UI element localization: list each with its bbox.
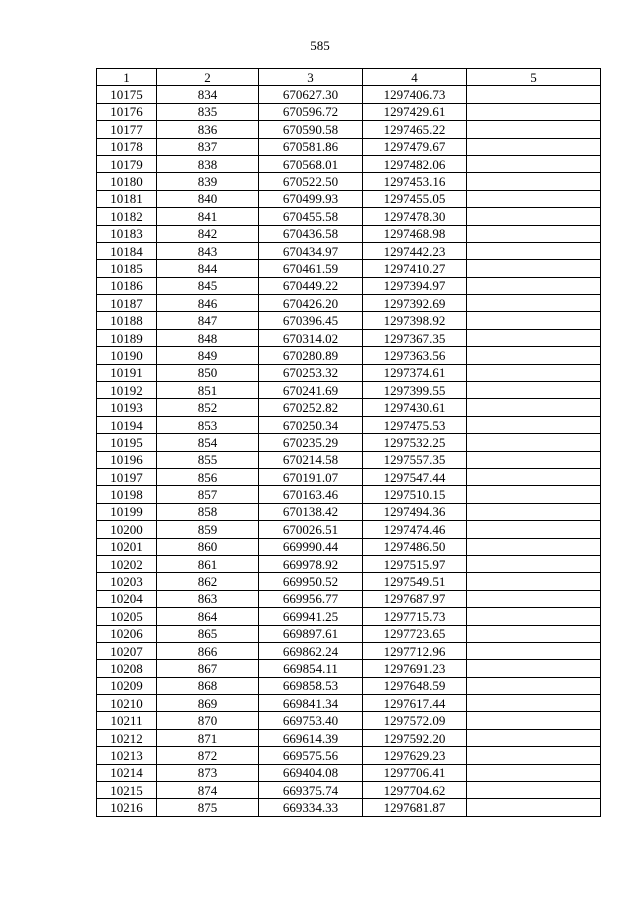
x-coordinate-cell: 670241.69 bbox=[259, 382, 363, 399]
point-number-cell: 870 bbox=[157, 712, 259, 729]
point-number-cell: 834 bbox=[157, 86, 259, 103]
y-coordinate-cell: 1297691.23 bbox=[363, 660, 467, 677]
y-coordinate-cell: 1297704.62 bbox=[363, 782, 467, 799]
table-row bbox=[97, 712, 601, 729]
row-number-cell: 10198 bbox=[97, 486, 157, 503]
note-cell bbox=[467, 764, 601, 781]
table-row bbox=[97, 608, 601, 625]
row-number-cell: 10184 bbox=[97, 242, 157, 259]
row-number-cell: 10186 bbox=[97, 277, 157, 294]
x-coordinate-cell: 670499.93 bbox=[259, 190, 363, 207]
page-number: 585 bbox=[310, 38, 330, 53]
point-number-cell: 869 bbox=[157, 695, 259, 712]
row-number-cell: 10188 bbox=[97, 312, 157, 329]
point-number-cell: 843 bbox=[157, 242, 259, 259]
note-cell bbox=[467, 295, 601, 312]
table-row bbox=[97, 121, 601, 138]
table-row bbox=[97, 190, 601, 207]
y-coordinate-cell: 1297406.73 bbox=[363, 86, 467, 103]
table-row bbox=[97, 329, 601, 346]
table-row bbox=[97, 642, 601, 659]
x-coordinate-cell: 670280.89 bbox=[259, 347, 363, 364]
note-cell bbox=[467, 364, 601, 381]
y-coordinate-cell: 1297723.65 bbox=[363, 625, 467, 642]
note-cell bbox=[467, 555, 601, 572]
y-coordinate-cell: 1297367.35 bbox=[363, 329, 467, 346]
note-cell bbox=[467, 782, 601, 799]
point-number-cell: 840 bbox=[157, 190, 259, 207]
row-number-cell: 10178 bbox=[97, 138, 157, 155]
table-row bbox=[97, 242, 601, 259]
note-cell bbox=[467, 729, 601, 746]
x-coordinate-cell: 670590.58 bbox=[259, 121, 363, 138]
row-number-cell: 10191 bbox=[97, 364, 157, 381]
x-coordinate-cell: 669956.77 bbox=[259, 590, 363, 607]
y-coordinate-cell: 1297363.56 bbox=[363, 347, 467, 364]
note-cell bbox=[467, 312, 601, 329]
x-coordinate-cell: 669375.74 bbox=[259, 782, 363, 799]
row-number-cell: 10187 bbox=[97, 295, 157, 312]
column-header: 4 bbox=[363, 69, 467, 86]
point-number-cell: 865 bbox=[157, 625, 259, 642]
row-number-cell: 10189 bbox=[97, 329, 157, 346]
column-header: 3 bbox=[259, 69, 363, 86]
y-coordinate-cell: 1297410.27 bbox=[363, 260, 467, 277]
x-coordinate-cell: 670396.45 bbox=[259, 312, 363, 329]
y-coordinate-cell: 1297494.36 bbox=[363, 503, 467, 520]
x-coordinate-cell: 669854.11 bbox=[259, 660, 363, 677]
y-coordinate-cell: 1297557.35 bbox=[363, 451, 467, 468]
column-header: 5 bbox=[467, 69, 601, 86]
point-number-cell: 858 bbox=[157, 503, 259, 520]
y-coordinate-cell: 1297474.46 bbox=[363, 521, 467, 538]
row-number-cell: 10210 bbox=[97, 695, 157, 712]
y-coordinate-cell: 1297715.73 bbox=[363, 608, 467, 625]
table-row bbox=[97, 451, 601, 468]
row-number-cell: 10208 bbox=[97, 660, 157, 677]
point-number-cell: 846 bbox=[157, 295, 259, 312]
note-cell bbox=[467, 695, 601, 712]
note-cell bbox=[467, 677, 601, 694]
y-coordinate-cell: 1297547.44 bbox=[363, 468, 467, 485]
x-coordinate-cell: 669978.92 bbox=[259, 555, 363, 572]
x-coordinate-cell: 669897.61 bbox=[259, 625, 363, 642]
x-coordinate-cell: 669950.52 bbox=[259, 573, 363, 590]
point-number-cell: 863 bbox=[157, 590, 259, 607]
x-coordinate-cell: 670461.59 bbox=[259, 260, 363, 277]
point-number-cell: 838 bbox=[157, 155, 259, 172]
y-coordinate-cell: 1297392.69 bbox=[363, 295, 467, 312]
note-cell bbox=[467, 608, 601, 625]
point-number-cell: 836 bbox=[157, 121, 259, 138]
point-number-cell: 855 bbox=[157, 451, 259, 468]
point-number-cell: 874 bbox=[157, 782, 259, 799]
table-row bbox=[97, 347, 601, 364]
point-number-cell: 862 bbox=[157, 573, 259, 590]
y-coordinate-cell: 1297482.06 bbox=[363, 155, 467, 172]
note-cell bbox=[467, 86, 601, 103]
note-cell bbox=[467, 538, 601, 555]
row-number-cell: 10214 bbox=[97, 764, 157, 781]
table-row bbox=[97, 521, 601, 538]
row-number-cell: 10212 bbox=[97, 729, 157, 746]
y-coordinate-cell: 1297478.30 bbox=[363, 208, 467, 225]
column-header: 2 bbox=[157, 69, 259, 86]
x-coordinate-cell: 670253.32 bbox=[259, 364, 363, 381]
note-cell bbox=[467, 660, 601, 677]
row-number-cell: 10196 bbox=[97, 451, 157, 468]
x-coordinate-cell: 670455.58 bbox=[259, 208, 363, 225]
note-cell bbox=[467, 416, 601, 433]
y-coordinate-cell: 1297592.20 bbox=[363, 729, 467, 746]
table-body bbox=[97, 86, 601, 816]
point-number-cell: 850 bbox=[157, 364, 259, 381]
note-cell bbox=[467, 434, 601, 451]
table-row bbox=[97, 382, 601, 399]
point-number-cell: 872 bbox=[157, 747, 259, 764]
table-row bbox=[97, 503, 601, 520]
point-number-cell: 857 bbox=[157, 486, 259, 503]
row-number-cell: 10206 bbox=[97, 625, 157, 642]
point-number-cell: 868 bbox=[157, 677, 259, 694]
x-coordinate-cell: 669841.34 bbox=[259, 695, 363, 712]
note-cell bbox=[467, 590, 601, 607]
y-coordinate-cell: 1297479.67 bbox=[363, 138, 467, 155]
row-number-cell: 10215 bbox=[97, 782, 157, 799]
x-coordinate-cell: 670138.42 bbox=[259, 503, 363, 520]
y-coordinate-cell: 1297572.09 bbox=[363, 712, 467, 729]
row-number-cell: 10200 bbox=[97, 521, 157, 538]
x-coordinate-cell: 669941.25 bbox=[259, 608, 363, 625]
table-row bbox=[97, 399, 601, 416]
table-row bbox=[97, 138, 601, 155]
note-cell bbox=[467, 486, 601, 503]
x-coordinate-cell: 670426.20 bbox=[259, 295, 363, 312]
y-coordinate-cell: 1297687.97 bbox=[363, 590, 467, 607]
note-cell bbox=[467, 329, 601, 346]
point-number-cell: 837 bbox=[157, 138, 259, 155]
row-number-cell: 10195 bbox=[97, 434, 157, 451]
x-coordinate-cell: 670026.51 bbox=[259, 521, 363, 538]
note-cell bbox=[467, 103, 601, 120]
table-row bbox=[97, 590, 601, 607]
note-cell bbox=[467, 347, 601, 364]
table-row bbox=[97, 434, 601, 451]
table-row bbox=[97, 364, 601, 381]
row-number-cell: 10190 bbox=[97, 347, 157, 364]
note-cell bbox=[467, 242, 601, 259]
note-cell bbox=[467, 712, 601, 729]
y-coordinate-cell: 1297549.51 bbox=[363, 573, 467, 590]
row-number-cell: 10197 bbox=[97, 468, 157, 485]
table-row bbox=[97, 260, 601, 277]
row-number-cell: 10194 bbox=[97, 416, 157, 433]
point-number-cell: 852 bbox=[157, 399, 259, 416]
table-row bbox=[97, 729, 601, 746]
point-number-cell: 871 bbox=[157, 729, 259, 746]
note-cell bbox=[467, 208, 601, 225]
row-number-cell: 10199 bbox=[97, 503, 157, 520]
x-coordinate-cell: 669575.56 bbox=[259, 747, 363, 764]
note-cell bbox=[467, 799, 601, 816]
x-coordinate-cell: 670252.82 bbox=[259, 399, 363, 416]
note-cell bbox=[467, 382, 601, 399]
row-number-cell: 10180 bbox=[97, 173, 157, 190]
point-number-cell: 873 bbox=[157, 764, 259, 781]
x-coordinate-cell: 670581.86 bbox=[259, 138, 363, 155]
point-number-cell: 847 bbox=[157, 312, 259, 329]
x-coordinate-cell: 670596.72 bbox=[259, 103, 363, 120]
row-number-cell: 10183 bbox=[97, 225, 157, 242]
table-row bbox=[97, 555, 601, 572]
y-coordinate-cell: 1297429.61 bbox=[363, 103, 467, 120]
y-coordinate-cell: 1297374.61 bbox=[363, 364, 467, 381]
x-coordinate-cell: 669753.40 bbox=[259, 712, 363, 729]
row-number-cell: 10175 bbox=[97, 86, 157, 103]
note-cell bbox=[467, 503, 601, 520]
table-row bbox=[97, 295, 601, 312]
table-row bbox=[97, 86, 601, 103]
point-number-cell: 864 bbox=[157, 608, 259, 625]
x-coordinate-cell: 670627.30 bbox=[259, 86, 363, 103]
y-coordinate-cell: 1297399.55 bbox=[363, 382, 467, 399]
y-coordinate-cell: 1297532.25 bbox=[363, 434, 467, 451]
row-number-cell: 10185 bbox=[97, 260, 157, 277]
point-number-cell: 839 bbox=[157, 173, 259, 190]
note-cell bbox=[467, 625, 601, 642]
header-row bbox=[97, 69, 601, 86]
y-coordinate-cell: 1297486.50 bbox=[363, 538, 467, 555]
point-number-cell: 859 bbox=[157, 521, 259, 538]
point-number-cell: 853 bbox=[157, 416, 259, 433]
row-number-cell: 10193 bbox=[97, 399, 157, 416]
table-row bbox=[97, 677, 601, 694]
row-number-cell: 10179 bbox=[97, 155, 157, 172]
row-number-cell: 10201 bbox=[97, 538, 157, 555]
point-number-cell: 861 bbox=[157, 555, 259, 572]
row-number-cell: 10177 bbox=[97, 121, 157, 138]
table-row bbox=[97, 416, 601, 433]
note-cell bbox=[467, 138, 601, 155]
row-number-cell: 10204 bbox=[97, 590, 157, 607]
y-coordinate-cell: 1297648.59 bbox=[363, 677, 467, 694]
row-number-cell: 10205 bbox=[97, 608, 157, 625]
point-number-cell: 842 bbox=[157, 225, 259, 242]
table-row bbox=[97, 695, 601, 712]
table-row bbox=[97, 155, 601, 172]
x-coordinate-cell: 670163.46 bbox=[259, 486, 363, 503]
row-number-cell: 10202 bbox=[97, 555, 157, 572]
note-cell bbox=[467, 173, 601, 190]
y-coordinate-cell: 1297629.23 bbox=[363, 747, 467, 764]
row-number-cell: 10211 bbox=[97, 712, 157, 729]
y-coordinate-cell: 1297617.44 bbox=[363, 695, 467, 712]
point-number-cell: 849 bbox=[157, 347, 259, 364]
note-cell bbox=[467, 121, 601, 138]
y-coordinate-cell: 1297465.22 bbox=[363, 121, 467, 138]
point-number-cell: 860 bbox=[157, 538, 259, 555]
table-row bbox=[97, 468, 601, 485]
x-coordinate-cell: 670314.02 bbox=[259, 329, 363, 346]
x-coordinate-cell: 670449.22 bbox=[259, 277, 363, 294]
x-coordinate-cell: 670214.58 bbox=[259, 451, 363, 468]
x-coordinate-cell: 670191.07 bbox=[259, 468, 363, 485]
y-coordinate-cell: 1297468.98 bbox=[363, 225, 467, 242]
row-number-cell: 10209 bbox=[97, 677, 157, 694]
point-number-cell: 845 bbox=[157, 277, 259, 294]
y-coordinate-cell: 1297706.41 bbox=[363, 764, 467, 781]
point-number-cell: 856 bbox=[157, 468, 259, 485]
note-cell bbox=[467, 277, 601, 294]
row-number-cell: 10203 bbox=[97, 573, 157, 590]
x-coordinate-cell: 669990.44 bbox=[259, 538, 363, 555]
note-cell bbox=[467, 399, 601, 416]
x-coordinate-cell: 670568.01 bbox=[259, 155, 363, 172]
y-coordinate-cell: 1297515.97 bbox=[363, 555, 467, 572]
row-number-cell: 10216 bbox=[97, 799, 157, 816]
table-row bbox=[97, 538, 601, 555]
note-cell bbox=[467, 521, 601, 538]
table-row bbox=[97, 486, 601, 503]
note-cell bbox=[467, 155, 601, 172]
table-row bbox=[97, 225, 601, 242]
note-cell bbox=[467, 573, 601, 590]
y-coordinate-cell: 1297430.61 bbox=[363, 399, 467, 416]
x-coordinate-cell: 670522.50 bbox=[259, 173, 363, 190]
table-row bbox=[97, 799, 601, 816]
point-number-cell: 875 bbox=[157, 799, 259, 816]
table-row bbox=[97, 573, 601, 590]
row-number-cell: 10192 bbox=[97, 382, 157, 399]
note-cell bbox=[467, 190, 601, 207]
y-coordinate-cell: 1297475.53 bbox=[363, 416, 467, 433]
coordinates-table bbox=[96, 68, 601, 817]
table-row bbox=[97, 764, 601, 781]
row-number-cell: 10213 bbox=[97, 747, 157, 764]
x-coordinate-cell: 669334.33 bbox=[259, 799, 363, 816]
note-cell bbox=[467, 747, 601, 764]
row-number-cell: 10181 bbox=[97, 190, 157, 207]
point-number-cell: 835 bbox=[157, 103, 259, 120]
table-row bbox=[97, 277, 601, 294]
table-row bbox=[97, 208, 601, 225]
x-coordinate-cell: 669614.39 bbox=[259, 729, 363, 746]
x-coordinate-cell: 670434.97 bbox=[259, 242, 363, 259]
table-header bbox=[97, 69, 601, 86]
point-number-cell: 854 bbox=[157, 434, 259, 451]
y-coordinate-cell: 1297394.97 bbox=[363, 277, 467, 294]
table-row bbox=[97, 173, 601, 190]
y-coordinate-cell: 1297455.05 bbox=[363, 190, 467, 207]
table-row bbox=[97, 625, 601, 642]
x-coordinate-cell: 669862.24 bbox=[259, 642, 363, 659]
x-coordinate-cell: 669858.53 bbox=[259, 677, 363, 694]
point-number-cell: 848 bbox=[157, 329, 259, 346]
y-coordinate-cell: 1297442.23 bbox=[363, 242, 467, 259]
row-number-cell: 10176 bbox=[97, 103, 157, 120]
point-number-cell: 844 bbox=[157, 260, 259, 277]
note-cell bbox=[467, 225, 601, 242]
x-coordinate-cell: 670235.29 bbox=[259, 434, 363, 451]
x-coordinate-cell: 669404.08 bbox=[259, 764, 363, 781]
y-coordinate-cell: 1297712.96 bbox=[363, 642, 467, 659]
table-row bbox=[97, 312, 601, 329]
x-coordinate-cell: 670250.34 bbox=[259, 416, 363, 433]
point-number-cell: 841 bbox=[157, 208, 259, 225]
y-coordinate-cell: 1297453.16 bbox=[363, 173, 467, 190]
point-number-cell: 867 bbox=[157, 660, 259, 677]
table-row bbox=[97, 782, 601, 799]
column-header: 1 bbox=[97, 69, 157, 86]
table-row bbox=[97, 747, 601, 764]
point-number-cell: 866 bbox=[157, 642, 259, 659]
y-coordinate-cell: 1297398.92 bbox=[363, 312, 467, 329]
x-coordinate-cell: 670436.58 bbox=[259, 225, 363, 242]
point-number-cell: 851 bbox=[157, 382, 259, 399]
row-number-cell: 10207 bbox=[97, 642, 157, 659]
note-cell bbox=[467, 642, 601, 659]
y-coordinate-cell: 1297681.87 bbox=[363, 799, 467, 816]
note-cell bbox=[467, 451, 601, 468]
table-row bbox=[97, 660, 601, 677]
table-row bbox=[97, 103, 601, 120]
row-number-cell: 10182 bbox=[97, 208, 157, 225]
note-cell bbox=[467, 260, 601, 277]
note-cell bbox=[467, 468, 601, 485]
y-coordinate-cell: 1297510.15 bbox=[363, 486, 467, 503]
